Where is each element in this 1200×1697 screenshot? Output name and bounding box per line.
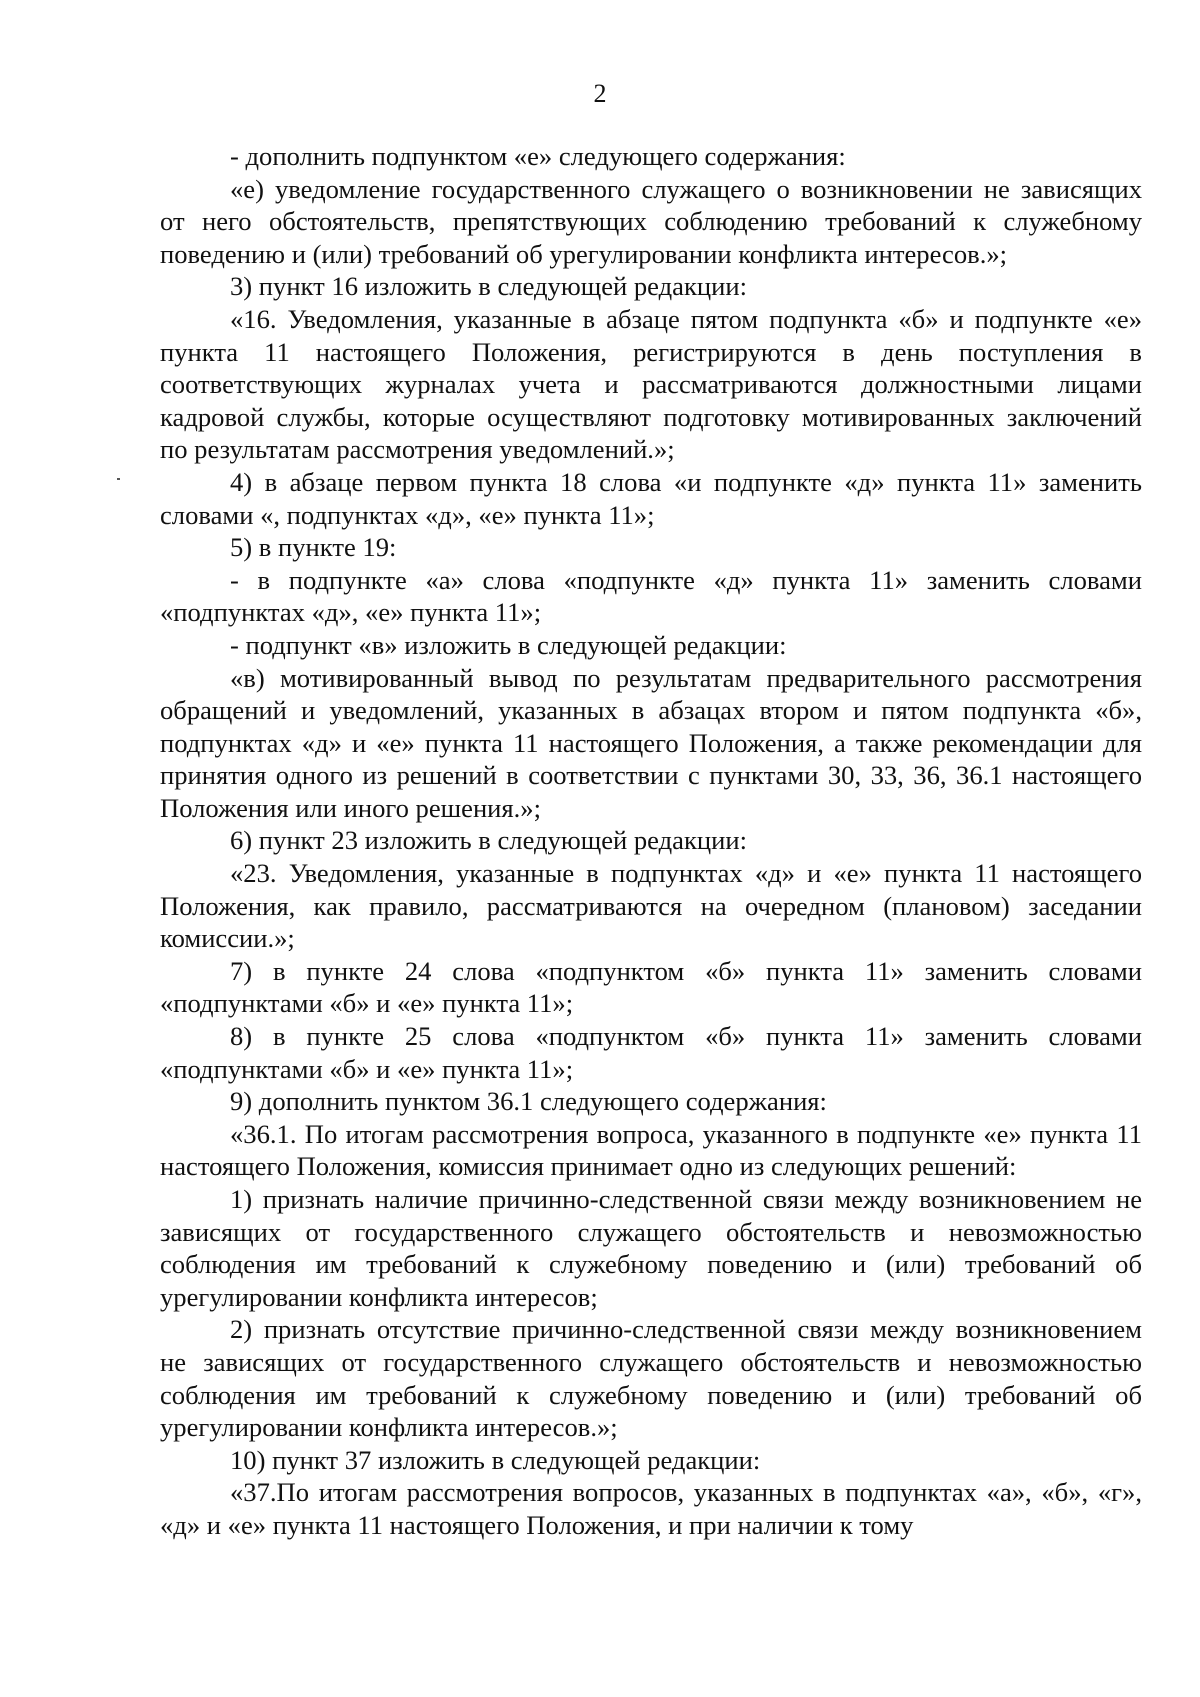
paragraph: 8) в пункте 25 слова «подпунктом «б» пункта 11» заменить словами «подпунктами «б» и «е» пункта 11»;	[160, 1021, 1142, 1084]
paragraph: «в) мотивированный вывод по результатам предварительного рассмотрения обращений и уведомлений, указанных в абзацах втором и пятом подпункта «б», подпунктах «д» и «е» пункта 11 настоящего Положения, а также рекомендации для принятия одного из решений в соответствии с пунктами 30, 33, 36, 36.1 настоящего Положения или иного решения.»;	[160, 662, 1142, 823]
paragraph: «16. Уведомления, указанные в абзаце пятом подпункта «б» и подпункте «е» пункта 11 настоящего Положения, регистрируются в день поступления в соответствующих журналах учета и рассматриваются должностными лицами кадровой службы, которые осуществляют подготовку мотивированных заключений по результатам рассмотрения уведомлений.»;	[160, 303, 1142, 465]
paragraph: 10) пункт 37 изложить в следующей редакции:	[230, 1444, 761, 1475]
paragraph: 5) в пункте 19:	[230, 532, 397, 563]
paragraph: 2) признать отсутствие причинно-следственной связи между возникновением не зависящих от государственного служащего обстоятельств и невозможностью соблюдения им требований к служебному поведению и (или) требований об урегулировании конфликта интересов.»;	[160, 1314, 1142, 1443]
paragraph: 6) пункт 23 изложить в следующей редакции:	[230, 825, 747, 856]
paragraph: «37.По итогам рассмотрения вопросов, указанных в подпунктах «а», «б», «г», «д» и «е» пункта 11 настоящего Положения, и при наличии к тому	[160, 1477, 1142, 1540]
paragraph: - в подпункте «а» слова «подпункте «д» пункта 11» заменить словами «подпунктах «д», «е» пункта 11»;	[160, 564, 1142, 628]
paragraph: «23. Уведомления, указанные в подпунктах «д» и «е» пункта 11 настоящего Положения, как правило, рассматриваются на очередном (плановом) заседании комиссии.»;	[160, 858, 1142, 954]
paragraph: «е) уведомление государственного служащего о возникновении не зависящих от него обстоятельств, препятствующих соблюдению требований к служебному поведению и (или) требований об урегулировании конфликта интересов.»;	[160, 173, 1142, 269]
document-body	[160, 140, 1142, 1542]
paragraph: «36.1. По итогам рассмотрения вопроса, указанного в подпункте «е» пункта 11 настоящего Положения, комиссия принимает одно из следующих решений:	[160, 1118, 1142, 1182]
paragraph: 3) пункт 16 изложить в следующей редакции:	[230, 271, 747, 302]
paragraph: - дополнить подпунктом «е» следующего содержания:	[230, 141, 846, 171]
page-number: 2	[593, 79, 607, 108]
paragraph: - подпункт «в» изложить в следующей редакции:	[230, 629, 787, 660]
paragraph: 9) дополнить пунктом 36.1 следующего содержания:	[230, 1086, 827, 1117]
paragraph: 4) в абзаце первом пункта 18 слова «и подпункте «д» пункта 11» заменить словами «, подпунктах «д», «е» пункта 11»;	[160, 466, 1142, 530]
scan-speck	[117, 478, 120, 480]
paragraph: 1) признать наличие причинно-следственной связи между возникновением не зависящих от государственного служащего обстоятельств и невозможностью соблюдения им требований к служебному поведению и (или) требований об урегулировании конфликта интересов;	[160, 1184, 1142, 1312]
paragraph: 7) в пункте 24 слова «подпунктом «б» пункта 11» заменить словами «подпунктами «б» и «е» пункта 11»;	[160, 955, 1142, 1019]
